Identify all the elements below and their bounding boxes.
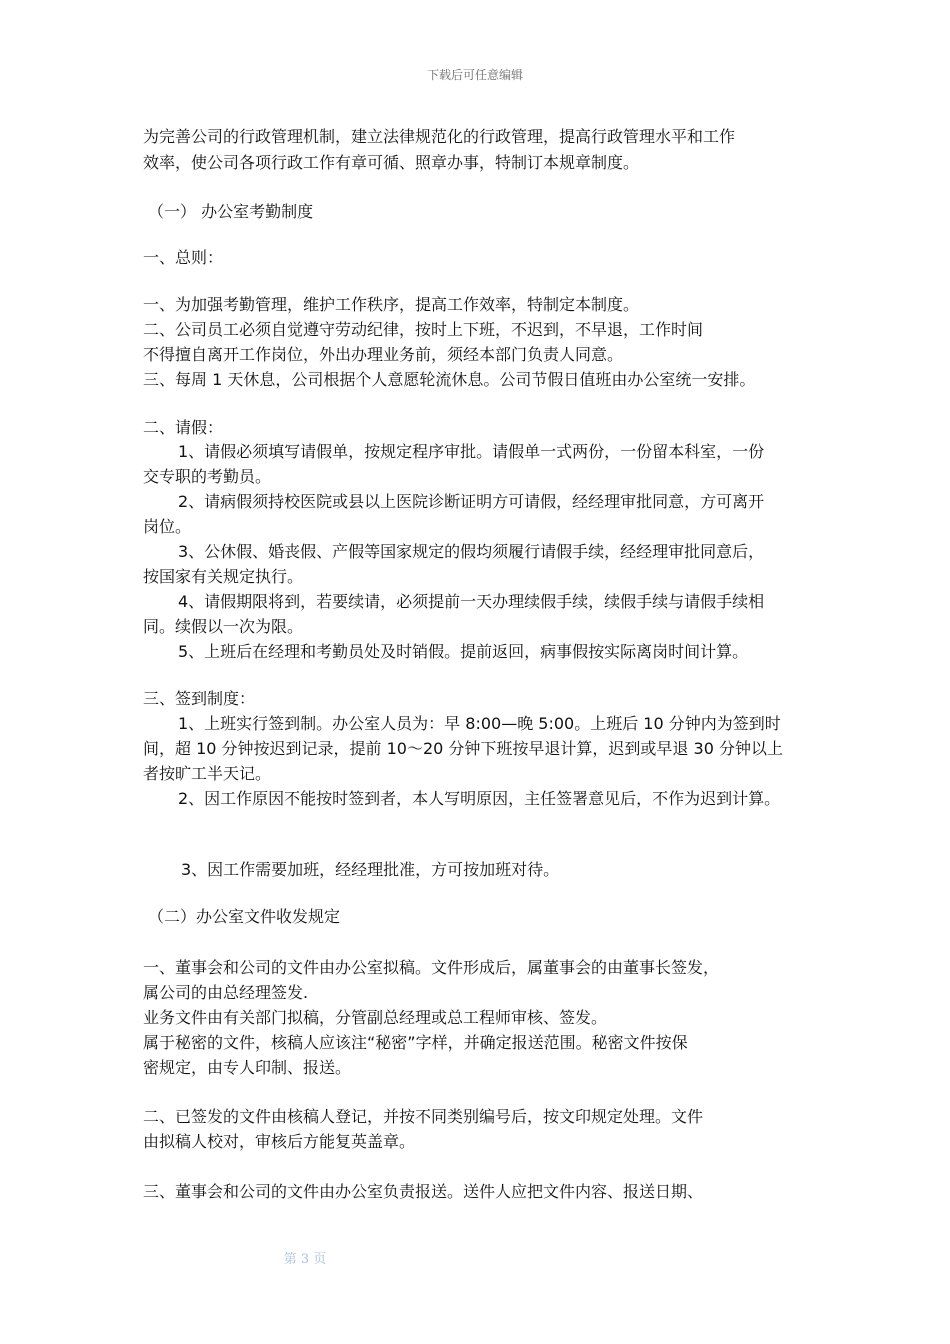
- file-rule-2: 二、已签发的文件由核稿人登记，并按不同类别编号后，按文印规定处理。文件: [143, 1107, 704, 1126]
- leave-item-3-cont: 按国家有关规定执行。: [143, 567, 304, 586]
- leave-item-2-cont: 岗位。: [143, 517, 192, 536]
- general-heading: 一、总则：: [143, 248, 224, 267]
- general-item-2-cont: 不得擅自离开工作岗位，外出办理业务前，须经本部门负责人同意。: [143, 345, 624, 364]
- file-rule-1-secret: 属于秘密的文件，核稿人应该注“秘密”字样，并确定报送范围。秘密文件按保: [143, 1033, 688, 1052]
- section-2-heading: （二）办公室文件收发规定: [148, 907, 341, 926]
- file-rule-1-cont: 属公司的由总经理签发.: [143, 983, 309, 1002]
- general-item-1: 一、为加强考勤管理，维护工作秩序，提高工作效率，特制定本制度。: [143, 295, 640, 314]
- page-number: 第 3 页: [283, 1252, 327, 1267]
- leave-item-1-cont: 交专职的考勤员。: [143, 467, 272, 486]
- signin-item-3: 3、因工作需要加班，经经理批准，方可按加班对待。: [181, 860, 560, 879]
- leave-item-4-cont: 同。续假以一次为限。: [143, 617, 304, 636]
- signin-item-1: 1、上班实行签到制。办公室人员为：早 8:00—晚 5:00。上班后 10 分钟内为签到时: [178, 714, 781, 733]
- file-rule-1-secret-cont: 密规定，由专人印制、报送。: [143, 1058, 352, 1077]
- intro-line-2: 效率，使公司各项行政工作有章可循、照章办事，特制订本规章制度。: [143, 153, 640, 172]
- file-rule-1: 一、董事会和公司的文件由办公室拟稿。文件形成后，属董事会的由董事长签发，: [143, 958, 720, 977]
- file-rule-2-cont: 由拟稿人校对，审核后方能复英盖章。: [143, 1132, 416, 1151]
- file-rule-1-business: 业务文件由有关部门拟稿，分管副总经理或总工程师审核、签发。: [143, 1008, 608, 1027]
- page-header: 下载后可任意编辑: [426, 68, 523, 82]
- leave-item-1: 1、请假必须填写请假单，按规定程序审批。请假单一式两份，一份留本科室，一份: [178, 442, 765, 461]
- leave-item-4: 4、请假期限将到，若要续请，必须提前一天办理续假手续，续假手续与请假手续相: [178, 592, 765, 611]
- intro-line-1: 为完善公司的行政管理机制，建立法律规范化的行政管理，提高行政管理水平和工作: [143, 127, 736, 146]
- leave-item-5: 5、上班后在经理和考勤员处及时销假。提前返回，病事假按实际离岗时间计算。: [178, 642, 749, 661]
- signin-item-1-cont2: 者按旷工半天记。: [143, 764, 272, 783]
- general-item-2: 二、公司员工必须自觉遵守劳动纪律，按时上下班，不迟到，不早退，工作时间: [143, 320, 704, 339]
- leave-heading: 二、请假：: [143, 418, 224, 437]
- general-item-3: 三、每周 1 天休息，公司根据个人意愿轮流休息。公司节假日值班由办公室统一安排。: [143, 370, 756, 389]
- signin-item-2: 2、因工作原因不能按时签到者，本人写明原因，主任签署意见后，不作为迟到计算。: [178, 789, 781, 808]
- signin-item-1-cont: 间，超 10 分钟按迟到记录，提前 10～20 分钟下班按早退计算，迟到或早退 30 分钟以上: [143, 739, 783, 758]
- file-rule-3: 三、董事会和公司的文件由办公室负责报送。送件人应把文件内容、报送日期、: [143, 1182, 704, 1201]
- leave-item-3: 3、公休假、婚丧假、产假等国家规定的假均须履行请假手续，经经理审批同意后，: [178, 542, 765, 561]
- leave-item-2: 2、请病假须持校医院或县以上医院诊断证明方可请假，经经理审批同意，方可离开: [178, 492, 765, 511]
- signin-heading: 三、签到制度：: [143, 689, 256, 708]
- section-1-heading: （一） 办公室考勤制度: [148, 202, 314, 221]
